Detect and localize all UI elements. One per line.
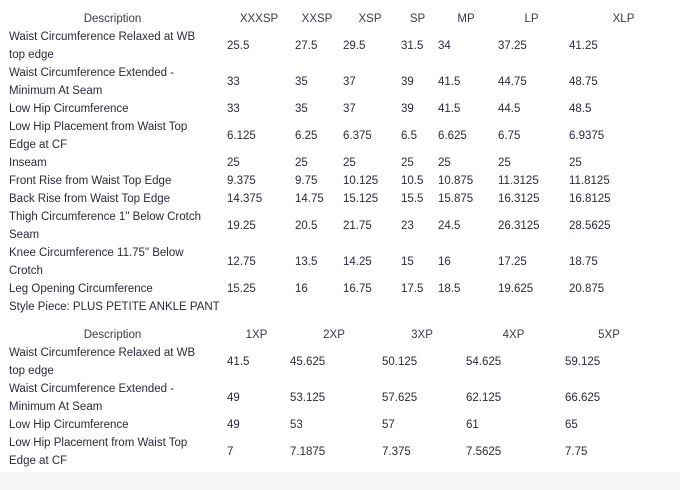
measurement-value: 59.125 <box>565 356 601 368</box>
table-row <box>0 208 680 244</box>
table-row <box>0 380 655 416</box>
measurement-description: Knee Circumference 11.75" Below Crotch <box>9 247 184 277</box>
measurement-value: 66.625 <box>565 392 601 404</box>
measurement-value: 16 <box>438 256 451 268</box>
table-row <box>0 172 680 190</box>
measurement-value: 25 <box>438 157 451 169</box>
measurement-value: 53.125 <box>290 392 326 404</box>
measurement-value: 25 <box>227 157 240 169</box>
measurement-value: 15 <box>401 256 414 268</box>
measurement-value: 6.5 <box>401 130 417 142</box>
column-header-size: 4XP <box>502 329 525 341</box>
measurement-value: 20.875 <box>569 283 605 295</box>
measurement-value: 10.5 <box>401 175 424 187</box>
measurement-value: 35 <box>295 103 308 115</box>
measurement-value: 15.125 <box>343 193 379 205</box>
measurement-value: 12.75 <box>227 256 256 268</box>
table-row <box>0 416 655 434</box>
measurement-value: 48.75 <box>569 76 598 88</box>
measurement-value: 10.125 <box>343 175 379 187</box>
measurement-value: 48.5 <box>569 103 592 115</box>
measurement-value: 25 <box>295 157 308 169</box>
measurement-description: Back Rise from Waist Top Edge <box>9 193 171 205</box>
measurement-value: 37 <box>343 103 356 115</box>
column-header-size: 5XP <box>598 329 620 341</box>
size-chart-petite <box>0 10 680 298</box>
table-row <box>0 344 655 380</box>
measurement-value: 6.375 <box>343 130 372 142</box>
size-chart-plus-petite <box>0 326 655 470</box>
measurement-value: 18.75 <box>569 256 598 268</box>
column-header-size: XXSP <box>301 13 333 25</box>
measurement-value: 7.1875 <box>290 446 326 458</box>
measurement-value: 57 <box>382 419 395 431</box>
measurement-value: 6.75 <box>498 130 521 142</box>
measurement-value: 31.5 <box>401 40 424 52</box>
measurement-value: 14.75 <box>295 193 324 205</box>
measurement-value: 6.9375 <box>569 130 605 142</box>
measurement-value: 39 <box>401 103 414 115</box>
column-header-description: Description <box>83 13 142 25</box>
measurement-value: 28.5625 <box>569 220 611 232</box>
measurement-value: 37.25 <box>498 40 527 52</box>
measurement-value: 17.25 <box>498 256 527 268</box>
measurement-value: 25 <box>401 157 414 169</box>
column-header-size: XSP <box>358 13 382 25</box>
footer-strip <box>0 472 680 490</box>
measurement-value: 44.5 <box>498 103 521 115</box>
table-row <box>0 64 680 100</box>
measurement-value: 35 <box>295 76 308 88</box>
measurement-value: 18.5 <box>438 283 461 295</box>
measurement-value: 11.8125 <box>569 175 610 187</box>
table-row <box>0 434 655 470</box>
measurement-value: 14.375 <box>227 193 263 205</box>
measurement-value: 33 <box>227 76 240 88</box>
measurement-value: 7.375 <box>382 446 411 458</box>
measurement-description: Waist Circumference Relaxed at WB top edge <box>9 347 196 377</box>
measurement-value: 24.5 <box>438 220 461 232</box>
measurement-value: 61 <box>466 419 479 431</box>
measurement-value: 10.875 <box>438 175 474 187</box>
measurement-value: 29.5 <box>343 40 366 52</box>
measurement-value: 23 <box>401 220 414 232</box>
measurement-value: 41.5 <box>438 103 461 115</box>
column-header-size: 3XP <box>411 329 433 341</box>
measurement-description: Leg Opening Circumference <box>9 283 153 295</box>
measurement-value: 6.25 <box>295 130 318 142</box>
measurement-value: 62.125 <box>466 392 502 404</box>
measurement-value: 7.75 <box>565 446 588 458</box>
measurement-value: 15.25 <box>227 283 256 295</box>
column-header-size: LP <box>524 13 539 25</box>
measurement-value: 16 <box>295 283 308 295</box>
measurement-value: 39 <box>401 76 414 88</box>
measurement-value: 9.375 <box>227 175 256 187</box>
measurement-value: 34 <box>438 40 451 52</box>
measurement-description: Low Hip Circumference <box>9 103 129 115</box>
column-header-size: SP <box>409 13 426 25</box>
measurement-value: 11.3125 <box>498 175 539 187</box>
table-row <box>0 118 680 154</box>
measurement-value: 44.75 <box>498 76 527 88</box>
measurement-value: 49 <box>227 419 240 431</box>
measurement-description: Inseam <box>9 157 47 169</box>
measurement-value: 17.5 <box>401 283 424 295</box>
table-row <box>0 154 680 172</box>
style-piece-label: Style Piece: PLUS PETITE ANKLE PANT <box>9 301 220 313</box>
measurement-value: 26.3125 <box>498 220 540 232</box>
table-row <box>0 244 680 280</box>
measurement-value: 6.125 <box>227 130 256 142</box>
measurement-value: 54.625 <box>466 356 502 368</box>
measurement-description: Low Hip Circumference <box>9 419 129 431</box>
measurement-value: 6.625 <box>438 130 467 142</box>
table-row <box>0 190 680 208</box>
measurement-value: 25.5 <box>227 40 250 52</box>
measurement-value: 53 <box>290 419 303 431</box>
measurement-value: 41.5 <box>438 76 461 88</box>
measurement-description: Low Hip Placement from Waist Top Edge at CF <box>9 437 188 467</box>
column-header-size: 1XP <box>245 329 268 341</box>
column-header-size: 2XP <box>323 329 345 341</box>
measurement-value: 25 <box>569 157 582 169</box>
measurement-value: 7 <box>227 446 234 458</box>
column-header-size: XLP <box>612 13 635 25</box>
measurement-value: 15.5 <box>401 193 424 205</box>
measurement-value: 27.5 <box>295 40 318 52</box>
measurement-value: 50.125 <box>382 356 418 368</box>
measurement-value: 41.5 <box>227 356 250 368</box>
measurement-description: Low Hip Placement from Waist Top Edge at CF <box>9 121 188 151</box>
header-row <box>0 326 655 344</box>
measurement-value: 65 <box>565 419 578 431</box>
table-row <box>0 100 680 118</box>
measurement-value: 16.3125 <box>498 193 540 205</box>
measurement-description: Waist Circumference Relaxed at WB top edge <box>9 31 196 61</box>
measurement-value: 37 <box>343 76 356 88</box>
measurement-value: 49 <box>227 392 240 404</box>
measurement-value: 16.75 <box>343 283 372 295</box>
measurement-value: 25 <box>498 157 511 169</box>
measurement-value: 16.8125 <box>569 193 611 205</box>
measurement-value: 41.25 <box>569 40 598 52</box>
measurement-value: 25 <box>343 157 356 169</box>
measurement-value: 57.625 <box>382 392 418 404</box>
column-header-description: Description <box>83 329 142 341</box>
measurement-value: 45.625 <box>290 356 326 368</box>
measurement-value: 20.5 <box>295 220 318 232</box>
measurement-value: 19.25 <box>227 220 256 232</box>
measurement-value: 7.5625 <box>466 446 502 458</box>
measurement-value: 33 <box>227 103 240 115</box>
measurement-value: 13.5 <box>295 256 318 268</box>
measurement-value: 15.875 <box>438 193 474 205</box>
table-row <box>0 28 680 64</box>
measurement-description: Thigh Circumference 1" Below Crotch Seam <box>9 211 201 241</box>
measurement-value: 9.75 <box>295 175 318 187</box>
measurement-value: 19.625 <box>498 283 534 295</box>
measurement-value: 21.75 <box>343 220 372 232</box>
header-row <box>0 10 680 28</box>
column-header-size: MP <box>457 13 475 25</box>
table-row <box>0 280 680 298</box>
column-header-size: XXXSP <box>239 13 279 25</box>
measurement-description: Waist Circumference Extended - Minimum At Seam <box>9 67 175 97</box>
measurement-description: Front Rise from Waist Top Edge <box>9 175 172 187</box>
measurement-description: Waist Circumference Extended - Minimum At Seam <box>9 383 175 413</box>
measurement-value: 14.25 <box>343 256 372 268</box>
